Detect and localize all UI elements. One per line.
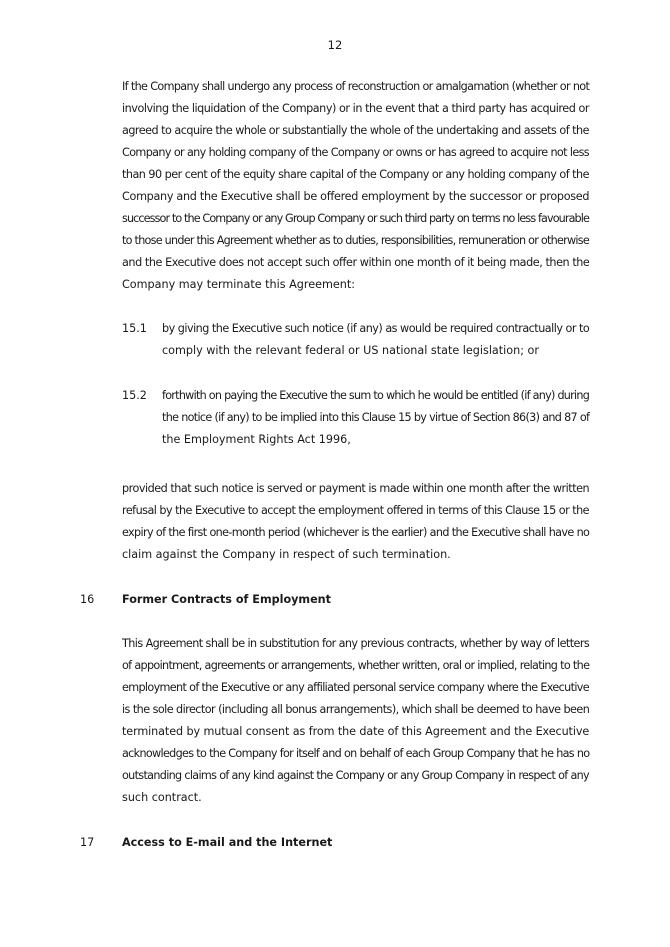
- text-line: and the Executive does not accept such offer within one month of it being made, then the: [122, 256, 590, 269]
- text-line: Company may terminate this Agreement:: [122, 278, 356, 291]
- section-title: Former Contracts of Employment: [122, 593, 331, 606]
- text-line: successor to the Company or any Group Company or such third party on terms no less favourable: [122, 212, 589, 225]
- text-line: terminated by mutual consent as from the date of this Agreement and the Executive: [122, 725, 590, 738]
- text-line: outstanding claims of any kind against the Company or any Group Company in respect of any: [122, 769, 589, 782]
- text-line: Company or any holding company of the Company or owns or has agreed to acquire not less: [122, 146, 590, 159]
- text-line: Company and the Executive shall be offered employment by the successor or proposed: [122, 190, 590, 203]
- text-line: claim against the Company in respect of such termination.: [122, 548, 451, 561]
- text-line: refusal by the Executive to accept the employment offered in terms of this Clause 15 or the: [122, 504, 589, 517]
- text-line: involving the liquidation of the Company) or in the event that a third party has acquired or: [122, 102, 589, 115]
- text-line: is the sole director (including all bonus arrangements), which shall be deemed to have been: [122, 703, 590, 716]
- clause-number: 15.1: [122, 322, 147, 335]
- text-line: comply with the relevant federal or US national state legislation; or: [162, 344, 539, 357]
- text-line: provided that such notice is served or payment is made within one month after the written: [122, 482, 590, 495]
- page-number: 12: [327, 38, 343, 52]
- text-line: the notice (if any) to be implied into this Clause 15 by virtue of Section 86(3) and 87 of: [162, 411, 590, 424]
- text-line: acknowledges to the Company for itself and on behalf of each Group Company that he has no: [122, 747, 590, 760]
- text-line: If the Company shall undergo any process of reconstruction or amalgamation (whether or not: [122, 80, 590, 93]
- text-line: such contract.: [122, 791, 202, 804]
- text-line: the Employment Rights Act 1996,: [162, 433, 351, 446]
- text-line: of appointment, agreements or arrangements, whether written, oral or implied, relating to the: [122, 659, 590, 672]
- text-line: agreed to acquire the whole or substantially the whole of the undertaking and assets of the: [122, 124, 589, 137]
- text-line: employment of the Executive or any affiliated personal service company where the Executive: [122, 681, 589, 694]
- text-line: than 90 per cent of the equity share capital of the Company or any holding company of the: [122, 168, 589, 181]
- text-line: to those under this Agreement whether as to duties, responsibilities, remuneration or otherwise: [122, 234, 589, 247]
- clause-number: 17: [80, 836, 95, 849]
- text-line: forthwith on paying the Executive the sum to which he would be entitled (if any) during: [162, 389, 590, 402]
- clause-number: 15.2: [122, 389, 147, 402]
- text-line: This Agreement shall be in substitution for any previous contracts, whether by way of letters: [122, 637, 590, 650]
- text-line: expiry of the first one-month period (whichever is the earlier) and the Executive shall have no: [122, 526, 590, 539]
- clause-number: 16: [80, 593, 95, 606]
- section-title: Access to E-mail and the Internet: [122, 836, 333, 849]
- text-line: by giving the Executive such notice (if any) as would be required contractually or to: [162, 322, 590, 335]
